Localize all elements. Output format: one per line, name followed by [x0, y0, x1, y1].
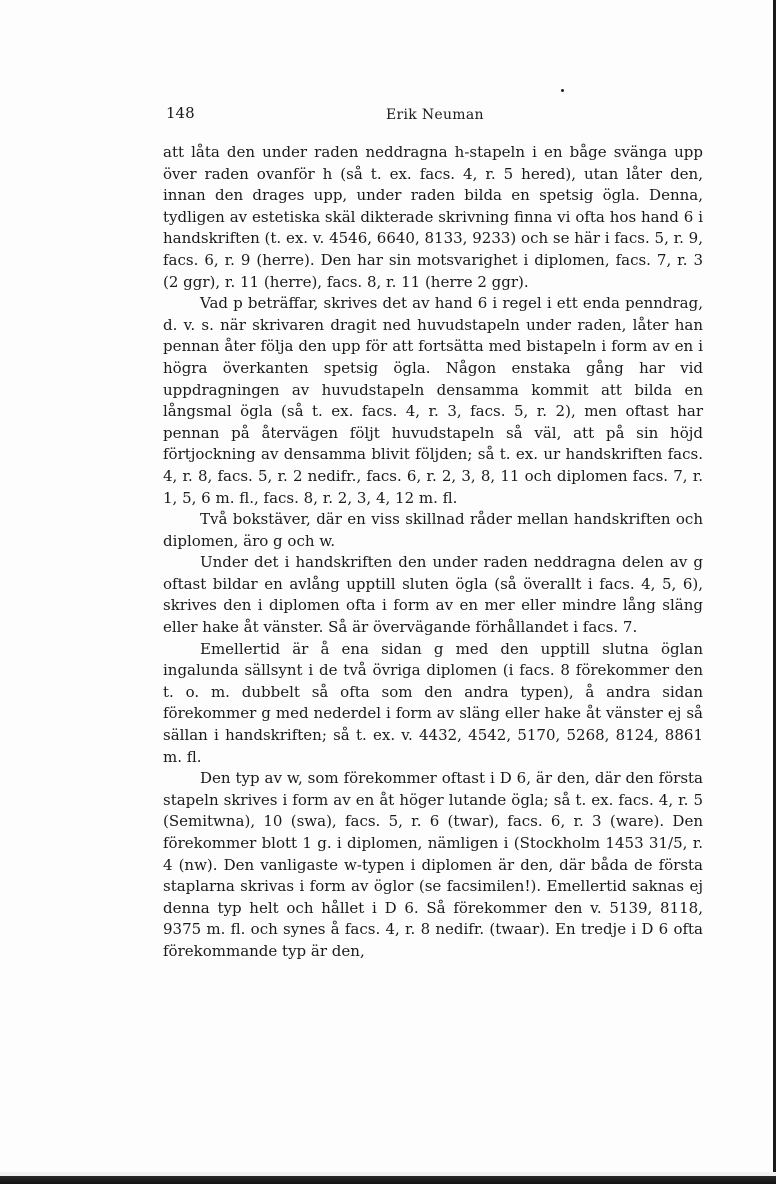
paragraph-3: Två bokstäver, där en viss skillnad råder mellan handskriften och diplomen, äro g och w.	[163, 510, 703, 550]
paragraph-6: Den typ av w, som förekommer oftast i D 6, är den, där den första stapeln skrives i form av en åt höger lutande ögla; så t. ex. facs. 4, r. 5 (Semitwna), 10 (swa), facs. 5, r. 6 (twar), facs. 6, r. 3 (ware). Den förekommer blott 1 g. i diplomen, nämligen i (Stockholm 1453 31/5, r. 4 (nw). Den vanligaste w-typen i diplomen är den, där båda de första staplarna skrivas i form av öglor (se facsimilen!). Emellertid saknas ej denna typ helt och hållet i D 6. Så förekommer den v. 5139, 8118, 9375 m. fl. och synes å facs. 4, r. 8 nedifr. (twaar). En tredje i D 6 ofta förekommande typ är den,	[163, 769, 703, 960]
ink-speck	[561, 89, 564, 92]
paragraph-5: Emellertid är å ena sidan g med den upptill slutna öglan ingalunda sällsynt i de två övriga diplomen (i facs. 8 förekommer den t. o. m. dubbelt så ofta som den andra typen), å andra sidan förekommer g med nederdel i form av släng eller hake åt vänster ej så sällan i handskriften; så t. ex. v. 4432, 4542, 5170, 5268, 8124, 8861 m. fl.	[163, 639, 703, 766]
paragraph-2: Vad p beträffar, skrives det av hand 6 i regel i ett enda penndrag, d. v. s. när skrivaren dragit ned huvudstapeln under raden, låter han pennan åter följa den upp för att fortsätta med bistapeln i form av en i högra överkanten spetsig ögla. Någon enstaka gång har vid uppdragningen av huvudstapeln densamma kommit att bilda en långsmal ögla (så t. ex. facs. 4, r. 3, facs. 5, r. 2), men oftast har pennan på återvägen följt huvudstapeln så väl, att på sin höjd förtjockning av densamma blivit följden; så t. ex. ur handskriften facs. 4, r. 8, facs. 5, r. 2 nedifr., facs. 6, r. 2, 3, 8, 11 och diplomen facs. 7, r. 1, 5, 6 m. fl., facs. 8, r. 2, 3, 4, 12 m. fl.	[163, 294, 703, 507]
page-number: 148	[166, 104, 195, 122]
paragraph-4: Under det i handskriften den under raden neddragna delen av g oftast bildar en avlång upptill sluten ögla (så överallt i facs. 4, 5, 6), skrives den i diplomen ofta i form av en mer eller mindre lång släng eller hake åt vänster. Så är övervägande förhållandet i facs. 7.	[163, 553, 703, 637]
paragraph-1: att låta den under raden neddragna h-stapeln i en båge svänga upp över raden ovanför h (så t. ex. facs. 4, r. 5 hered), utan låter den, innan den drages upp, under raden bilda en spetsig ögla. Denna, tydligen av estetiska skäl dikterade skrivning finna vi ofta hos hand 6 i handskriften (t. ex. v. 4546, 6640, 8133, 9233) och se här i facs. 5, r. 9, facs. 6, r. 9 (herre). Den har sin motsvarighet i diplomen, facs. 7, r. 3 (2 ggr), r. 11 (herre), facs. 8, r. 11 (herre 2 ggr).	[163, 143, 703, 291]
scan-edge-bottom	[0, 1172, 776, 1184]
running-head: Erik Neuman	[386, 107, 484, 123]
body-text	[163, 142, 703, 963]
